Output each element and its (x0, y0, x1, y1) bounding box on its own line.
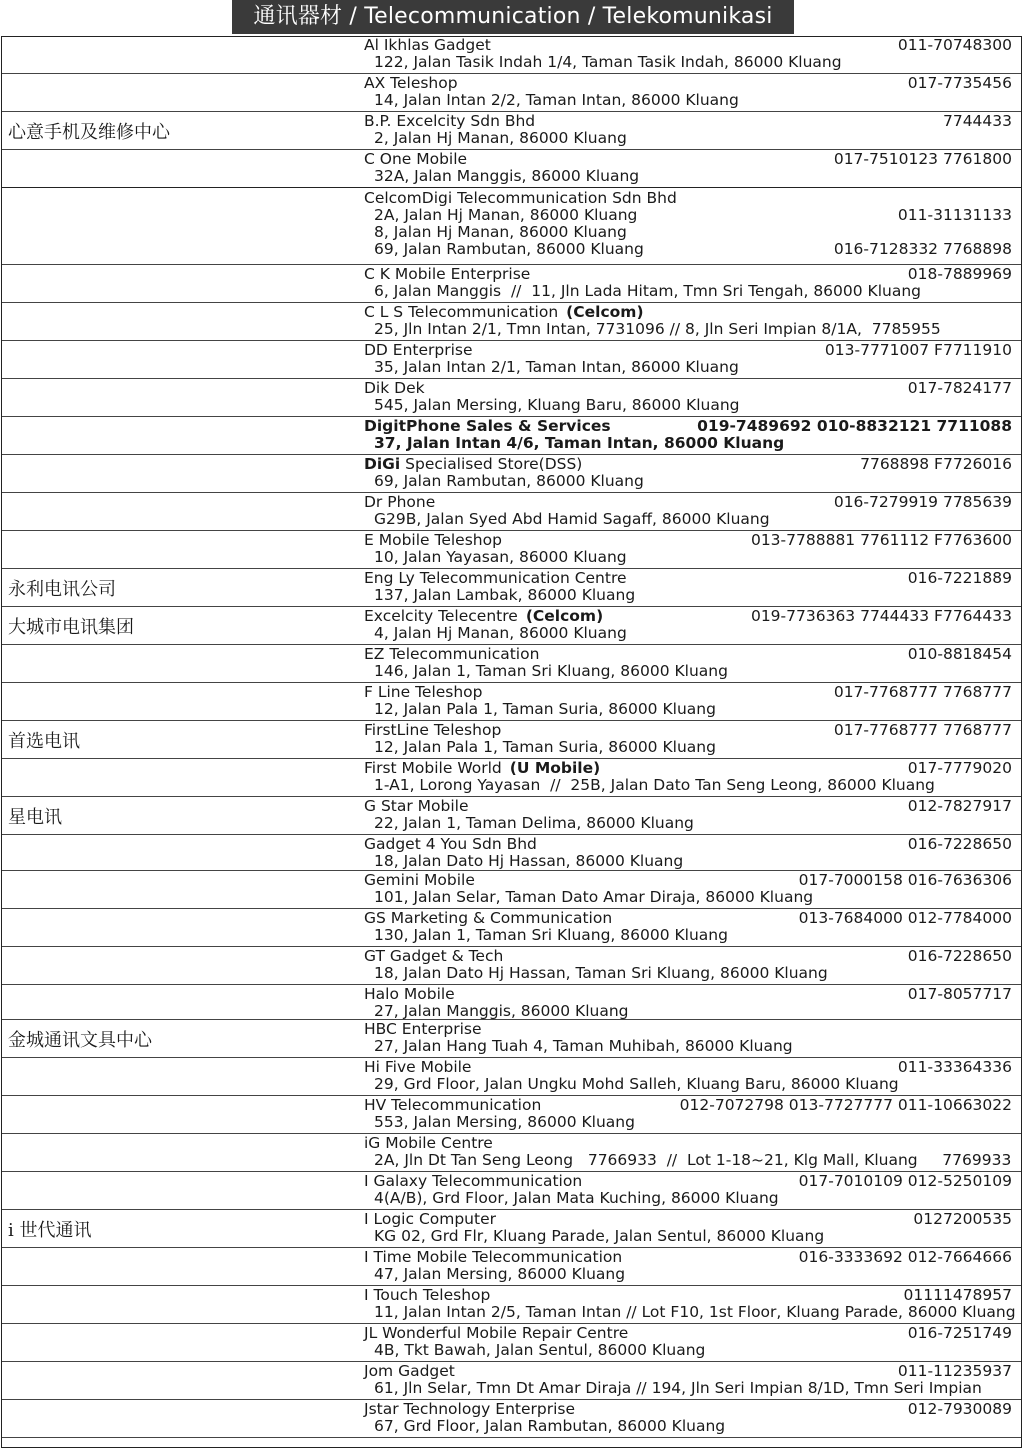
list-item (2, 1020, 1022, 1058)
business-name-text: First Mobile World (364, 759, 502, 777)
list-item (2, 645, 1022, 683)
list-item (2, 341, 1022, 379)
phone-number: 013-7684000 012-7784000 (798, 909, 1012, 927)
address: 137, Jalan Lambak, 86000 Kluang (374, 586, 636, 604)
phone-number: 012-7072798 013-7727777 011-10663022 (679, 1096, 1012, 1114)
address: 4, Jalan Hj Manan, 86000 Kluang (374, 624, 627, 642)
phone-number: 017-7768777 7768777 (833, 683, 1012, 701)
phone-number: 010-8818454 (907, 645, 1012, 663)
business-name (364, 75, 458, 92)
business-name (364, 113, 535, 130)
phone-number: 017-7000158 016-7636306 (798, 871, 1012, 889)
phone-number: 016-7279919 7785639 (833, 493, 1012, 511)
business-name-text: iG Mobile Centre (364, 1134, 493, 1152)
business-name-text: DD Enterprise (364, 341, 473, 359)
business-name (364, 910, 612, 927)
address: 2, Jalan Hj Manan, 86000 Kluang (374, 129, 627, 147)
business-name-text: AX Teleshop (364, 74, 458, 92)
list-item (2, 1324, 1022, 1362)
business-name (364, 494, 435, 511)
list-item (2, 721, 1022, 759)
business-name-text: I Touch Teleshop (364, 1286, 491, 1304)
phone-number: 013-7771007 F7711910 (824, 341, 1012, 359)
business-name (364, 722, 501, 739)
business-name (364, 266, 530, 283)
business-name-text: I Logic Computer (364, 1210, 496, 1228)
list-item (2, 1210, 1022, 1248)
list-item (2, 265, 1022, 303)
list-item (2, 189, 1022, 265)
network-tag: (Celcom) (525, 607, 604, 625)
business-name-text: Dr Phone (364, 493, 436, 511)
phone-number: 01111478957 (903, 1286, 1012, 1304)
business-name-text: C K Mobile Enterprise (364, 265, 531, 283)
list-item (2, 303, 1022, 341)
address: 122, Jalan Tasik Indah 1/4, Taman Tasik Indah, 86000 Kluang (374, 53, 842, 71)
address: 14, Jalan Intan 2/2, Taman Intan, 86000 Kluang (374, 91, 739, 109)
business-name (364, 1135, 493, 1152)
list-item (2, 112, 1022, 150)
chinese-name: 永利电讯公司 (8, 578, 116, 600)
business-name-text: GT Gadget & Tech (364, 947, 504, 965)
business-name (364, 986, 455, 1003)
phone-number: 017-7768777 7768777 (833, 721, 1012, 739)
phone-number: 012-7827917 (907, 797, 1012, 815)
address: 4B, Tkt Bawah, Jalan Sentul, 86000 Kluang (374, 1341, 706, 1359)
address: 18, Jalan Dato Hj Hassan, 86000 Kluang (374, 852, 684, 870)
business-name (364, 380, 425, 397)
phone-number: 017-8057717 (907, 985, 1012, 1003)
list-item (2, 985, 1022, 1020)
phone-number: 016-3333692 012-7664666 (798, 1248, 1012, 1266)
business-name (364, 1021, 482, 1038)
address: 18, Jalan Dato Hj Hassan, Taman Sri Kluang, 86000 Kluang (374, 964, 828, 982)
business-name (364, 836, 537, 853)
phone-number: 016-7228650 (907, 835, 1012, 853)
address: 69, Jalan Rambutan, 86000 Kluang (374, 472, 644, 490)
business-name (364, 760, 600, 777)
directory-list (2, 36, 1022, 1438)
phone-number: 017-7010109 012-5250109 (798, 1172, 1012, 1190)
business-name-text: I Time Mobile Telecommunication (364, 1248, 623, 1266)
business-name-text: Eng Ly Telecommunication Centre (364, 569, 627, 587)
business-name (364, 1059, 471, 1076)
business-name-text: C One Mobile (364, 150, 468, 168)
address: 27, Jalan Manggis, 86000 Kluang (374, 1002, 629, 1020)
list-item (2, 683, 1022, 721)
phone-number: 0127200535 (913, 1210, 1012, 1228)
business-name (364, 1401, 575, 1418)
list-item (2, 947, 1022, 985)
address: 22, Jalan 1, Taman Delima, 86000 Kluang (374, 814, 694, 832)
phone-number: 017-7735456 (907, 74, 1012, 92)
chinese-name: 星电讯 (8, 806, 62, 828)
business-name (364, 151, 467, 168)
business-name-text: Gadget 4 You Sdn Bhd (364, 835, 537, 853)
business-name (364, 1287, 490, 1304)
business-name-text: E Mobile Teleshop (364, 531, 502, 549)
network-tag: (Celcom) (566, 303, 644, 321)
business-name-text: Hi Five Mobile (364, 1058, 472, 1076)
phone-number: 016-7221889 (907, 569, 1012, 587)
business-name-text: G Star Mobile (364, 797, 469, 815)
address: 10, Jalan Yayasan, 86000 Kluang (374, 548, 627, 566)
address: G29B, Jalan Syed Abd Hamid Sagaff, 86000 Kluang (374, 510, 770, 528)
phone-number: 019-7489692 010-8832121 7711088 (697, 417, 1012, 435)
chinese-name: i 世代通讯 (8, 1219, 92, 1241)
business-name (364, 948, 503, 965)
list-item (2, 1096, 1022, 1134)
list-item (2, 1400, 1022, 1438)
business-name (364, 684, 483, 701)
address: 101, Jalan Selar, Taman Dato Amar Diraja, 86000 Kluang (374, 888, 814, 906)
address: 67, Grd Floor, Jalan Rambutan, 86000 Kluang (374, 1417, 726, 1435)
address: 6, Jalan Manggis // 11, Jln Lada Hitam, Tmn Sri Tengah, 86000 Kluang (374, 282, 922, 300)
phone-number: 011-31131133 (897, 206, 1012, 224)
address: 37, Jalan Intan 4/6, Taman Intan, 86000 Kluang (374, 434, 785, 452)
business-name (364, 418, 611, 435)
list-item (2, 871, 1022, 909)
phone-number: 016-7228650 (907, 947, 1012, 965)
list-item (2, 607, 1022, 645)
list-item (2, 1134, 1022, 1172)
business-name (364, 1173, 582, 1190)
address: 2A, Jalan Hj Manan, 86000 Kluang 8, Jalan Hj Manan, 86000 Kluang 69, Jalan Rambutan, 86000 Kluang (374, 206, 644, 258)
business-name (364, 342, 473, 359)
address: 27, Jalan Hang Tuah 4, Taman Muhibah, 86000 Kluang (374, 1037, 793, 1055)
list-item (2, 835, 1022, 871)
list-item (2, 1362, 1022, 1400)
business-name (364, 532, 502, 549)
business-name (364, 798, 469, 815)
business-name (364, 570, 627, 587)
business-name (364, 1363, 455, 1380)
phone-number: 016-7251749 (907, 1324, 1012, 1342)
phone-number: 012-7930089 (907, 1400, 1012, 1418)
network-tag: (U Mobile) (509, 759, 601, 777)
list-item (2, 1172, 1022, 1210)
address: 47, Jalan Mersing, 86000 Kluang (374, 1265, 626, 1283)
business-name-text: EZ Telecommunication (364, 645, 540, 663)
address: 32A, Jalan Manggis, 86000 Kluang (374, 167, 640, 185)
business-name-text: Dik Dek (364, 379, 425, 397)
business-name (364, 646, 539, 663)
address: 553, Jalan Mersing, 86000 Kluang (374, 1113, 635, 1131)
phone-number: 013-7788881 7761112 F7763600 (750, 531, 1012, 549)
business-name-text: HBC Enterprise (364, 1020, 482, 1038)
phone-number: 017-7510123 7761800 (833, 150, 1012, 168)
address: 12, Jalan Pala 1, Taman Suria, 86000 Kluang (374, 738, 716, 756)
business-name (364, 456, 582, 473)
list-item (2, 150, 1022, 189)
list-item (2, 74, 1022, 112)
phone-number: 011-11235937 (897, 1362, 1012, 1380)
business-name-text: FirstLine Teleshop (364, 721, 502, 739)
business-name (364, 1249, 622, 1266)
address: 545, Jalan Mersing, Kluang Baru, 86000 Kluang (374, 396, 740, 414)
phone-number: 019-7736363 7744433 F7764433 (750, 607, 1012, 625)
address: 35, Jalan Intan 2/1, Taman Intan, 86000 Kluang (374, 358, 739, 376)
business-name-text: DiGi (364, 455, 401, 473)
address: 12, Jalan Pala 1, Taman Suria, 86000 Kluang (374, 700, 716, 718)
business-name-text: Excelcity Telecentre (364, 607, 518, 625)
business-name-text: GS Marketing & Communication (364, 909, 613, 927)
phone-number: 7768898 F7726016 (860, 455, 1012, 473)
business-name-text: HV Telecommunication (364, 1096, 542, 1114)
chinese-name: 首选电讯 (8, 730, 80, 752)
list-item (2, 909, 1022, 947)
address: 146, Jalan 1, Taman Sri Kluang, 86000 Kluang (374, 662, 728, 680)
address: 130, Jalan 1, Taman Sri Kluang, 86000 Kluang (374, 926, 728, 944)
business-name (364, 1097, 541, 1114)
business-name (364, 37, 491, 54)
address: 4(A/B), Grd Floor, Jalan Mata Kuching, 86000 Kluang (374, 1189, 779, 1207)
list-item (2, 759, 1022, 797)
chinese-name: 大城市电讯集团 (8, 616, 134, 638)
business-name (364, 1325, 628, 1342)
address: 61, Jln Selar, Tmn Dt Amar Diraja // 194, Jln Seri Impian 8/1D, Tmn Seri Impian (374, 1379, 982, 1397)
list-item (2, 1286, 1022, 1324)
business-name-rest: Specialised Store(DSS) (400, 455, 583, 473)
business-name-text: I Galaxy Telecommunication (364, 1172, 583, 1190)
business-name-text: F Line Teleshop (364, 683, 483, 701)
business-name-text: Al Ikhlas Gadget (364, 36, 491, 54)
business-name-text: DigitPhone Sales & Services (364, 417, 611, 435)
section-header (232, 0, 794, 34)
list-item (2, 379, 1022, 417)
phone-number: 011-33364336 (897, 1058, 1012, 1076)
address: KG 02, Grd Flr, Kluang Parade, Jalan Sentul, 86000 Kluang (374, 1227, 825, 1245)
phone-number: 017-7824177 (907, 379, 1012, 397)
list-item (2, 531, 1022, 569)
phone-number: 7744433 (942, 112, 1012, 130)
list-item (2, 493, 1022, 531)
address: 11, Jalan Intan 2/5, Taman Intan // Lot F10, 1st Floor, Kluang Parade, 86000 Kluang (374, 1303, 1016, 1321)
phone-number: 016-7128332 7768898 (833, 240, 1012, 258)
business-name (364, 190, 677, 207)
chinese-name: 心意手机及维修中心 (8, 121, 170, 143)
section-title: 通讯器材 / Telecommunication / Telekomunikasi (253, 4, 773, 29)
business-name (364, 1211, 496, 1228)
business-name-text: Halo Mobile (364, 985, 455, 1003)
business-name (364, 872, 475, 889)
business-name-text: CelcomDigi Telecommunication Sdn Bhd (364, 189, 677, 207)
address: 1-A1, Lorong Yayasan // 25B, Jalan Dato Tan Seng Leong, 86000 Kluang (374, 776, 935, 794)
business-name-text: B.P. Excelcity Sdn Bhd (364, 112, 536, 130)
business-name-text: Gemini Mobile (364, 871, 475, 889)
list-item (2, 569, 1022, 607)
business-name-text: Jom Gadget (364, 1362, 455, 1380)
business-name-text: JL Wonderful Mobile Repair Centre (364, 1324, 629, 1342)
business-name-text: C L S Telecommunication (364, 303, 559, 321)
list-item (2, 455, 1022, 493)
address: 29, Grd Floor, Jalan Ungku Mohd Salleh, Kluang Baru, 86000 Kluang (374, 1075, 899, 1093)
phone-number: 018-7889969 (907, 265, 1012, 283)
address: 25, Jln Intan 2/1, Tmn Intan, 7731096 // 8, Jln Seri Impian 8/1A, 7785955 (374, 320, 941, 338)
phone-number: 017-7779020 (907, 759, 1012, 777)
list-item (2, 36, 1022, 74)
list-item (2, 417, 1022, 455)
phone-number: 011-70748300 (897, 36, 1012, 54)
address: 2A, Jln Dt Tan Seng Leong 7766933 // Lot 1-18~21, Klg Mall, Kluang 7769933 (374, 1151, 1012, 1169)
business-name (364, 304, 644, 321)
business-name-text: Jstar Technology Enterprise (364, 1400, 576, 1418)
list-item (2, 797, 1022, 835)
list-item (2, 1058, 1022, 1096)
chinese-name: 金城通讯文具中心 (8, 1029, 152, 1051)
business-name (364, 608, 603, 625)
list-item (2, 1248, 1022, 1286)
